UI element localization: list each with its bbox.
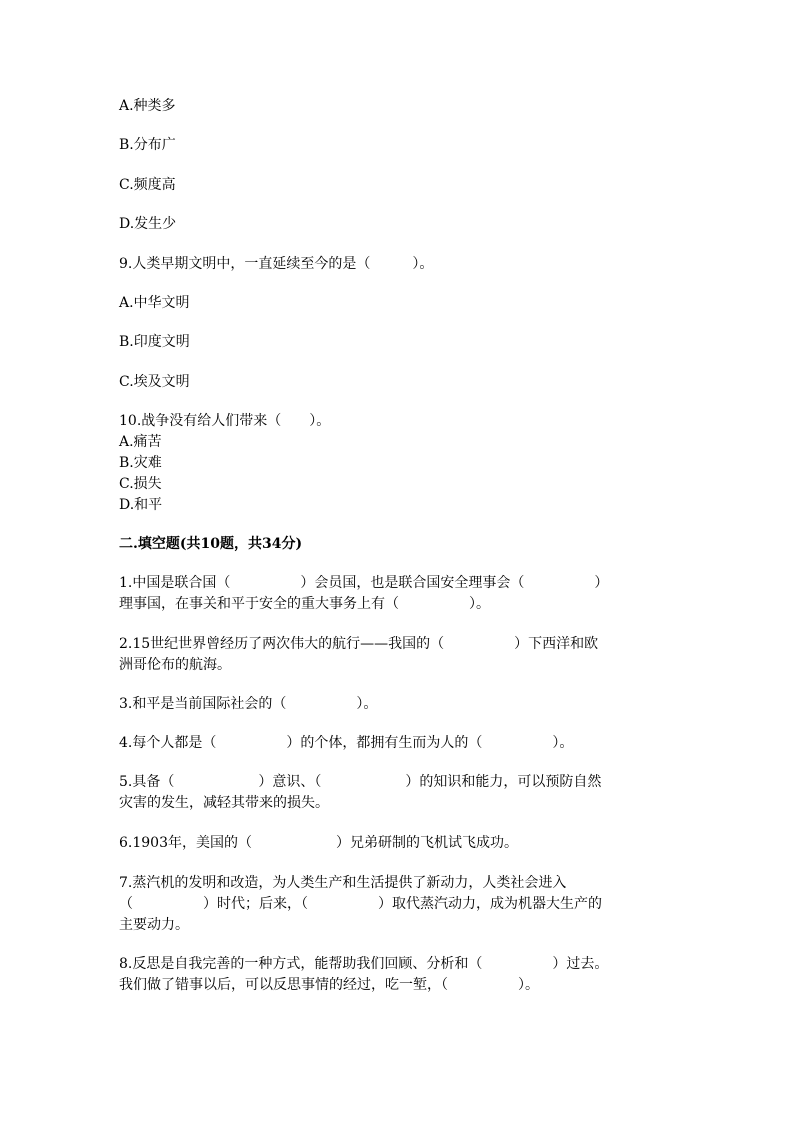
q8-option-d: D.发生少 xyxy=(119,216,177,232)
fill-item-7-line-1: 7.蒸汽机的发明和改造，为人类生产和生活提供了新动力，人类社会进入 xyxy=(119,875,567,891)
fill-item-2-line-2: 洲哥伦布的航海。 xyxy=(119,657,231,673)
fill-item-2-line-1: 2.15世纪世界曾经历了两次伟大的航行——我国的（ ）下西洋和欧 xyxy=(119,636,599,652)
fill-item-3: 3.和平是当前国际社会的（ ）。 xyxy=(119,696,378,712)
q9-option-a: A.中华文明 xyxy=(119,295,190,311)
q9-option-b: B.印度文明 xyxy=(119,334,190,350)
fill-item-8-line-1: 8.反思是自我完善的一种方式，能帮助我们回顾、分析和（ ）过去。 xyxy=(119,956,609,972)
fill-item-6: 6.1903年，美国的（ ）兄弟研制的飞机试飞成功。 xyxy=(119,835,518,851)
q10-option-c: C.损失 xyxy=(119,476,162,492)
q9-stem: 9.人类早期文明中，一直延续至今的是（ ）。 xyxy=(119,256,434,272)
q8-option-b: B.分布广 xyxy=(119,137,176,153)
q10-option-d: D.和平 xyxy=(119,497,163,513)
section-title-fill-blank: 二.填空题(共10题，共34分) xyxy=(119,536,303,552)
fill-item-1-line-1: 1.中国是联合国（ ）会员国，也是联合国安全理事会（ ） xyxy=(119,575,609,591)
q10-stem: 10.战争没有给人们带来（ ）。 xyxy=(119,413,331,429)
fill-item-5-line-2: 灾害的发生，减轻其带来的损失。 xyxy=(119,795,329,811)
q10-option-b: B.灾难 xyxy=(119,455,162,471)
q9-option-c: C.埃及文明 xyxy=(119,374,190,390)
q8-option-a: A.种类多 xyxy=(119,98,176,114)
fill-item-1-line-2: 理事国，在事关和平于安全的重大事务上有（ ）。 xyxy=(119,596,490,612)
q10-option-a: A.痛苦 xyxy=(119,434,162,450)
fill-item-5-line-1: 5.具备（ ）意识、（ ）的知识和能力，可以预防自然 xyxy=(119,774,602,790)
fill-item-7-line-3: 主要动力。 xyxy=(119,917,189,933)
fill-item-7-line-2: （ ）时代；后来，（ ）取代蒸汽动力，成为机器大生产的 xyxy=(119,896,602,912)
q8-option-c: C.频度高 xyxy=(119,177,176,193)
fill-item-8-line-2: 我们做了错事以后，可以反思事情的经过，吃一堑，（ ）。 xyxy=(119,977,539,993)
fill-item-4: 4.每个人都是（ ）的个体，都拥有生而为人的（ ）。 xyxy=(119,735,574,751)
